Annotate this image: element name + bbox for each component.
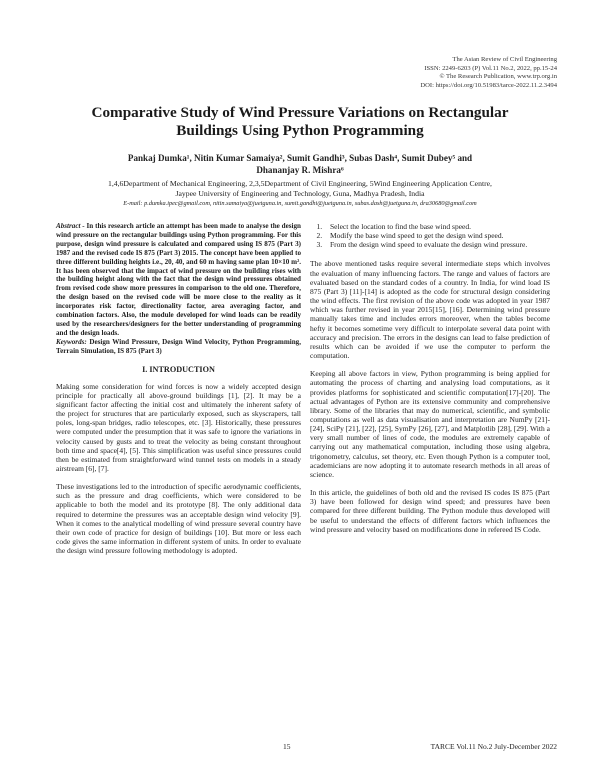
paragraph: Keeping all above factors in view, Python programming is being applied for automating the process of charting and analysing load computations, as it provides platforms for sophisticated and scientific computation[17]-[20]. The actual advantages of Python are its extensive community and comprehensive library. Some of the libraries that may do numerical, scientific, and symbolic computations as well as data visualisation and interpretation are NumPy [21]-[24], SciPy [21], [22], [25], SymPy [26], [27], and Matplotlib [28], [29]. With a very small number of lines of code, the modules are extremely capable of carrying out any mathematical computation, including those using algebra, trigonometry, calculus, set theory, etc. Even though Python is a computer tool, academicians are now adopting it to automate research methods in all areas of science. xyxy=(310,369,550,479)
author-line-2: Dhananjay R. Mishra⁶ xyxy=(256,165,344,175)
right-column xyxy=(310,222,550,543)
journal-info xyxy=(237,56,557,90)
paper-title xyxy=(60,104,540,140)
journal-issn: ISSN: 2249-6203 (P) Vol.11 No.2, 2022, pp.15-24 xyxy=(424,64,557,72)
abstract-text: In this research article an attempt has been made to analyse the design wind pressure on the rectangular buildings using Python programming. For this purpose, design wind pressure is calculated and compared using IS 875 (Part 3) 1987 and the revised code IS 875 (Part 3) 2015. The concept have been applied to three different building heights i.e., 20, 40, and 60 m having same plan 10×10 m². It has been observed that the impact of wind pressure on the building rises with the building height along with the fact that the design wind pressures obtained from revised code show more pressures in comparison to the old one. Therefore, the design based on the revised code will be more close to the reality as it incorporates risk factor, directionality factor, area averaging factor, and combination factors. Also, the module developed for wind loads can be readily used by the researchers/designers for the better understanding of programming and the design loads. xyxy=(56,222,301,337)
paragraph: The above mentioned tasks require several intermediate steps which involves the evaluation of many influencing factors. The range and values of factors are evaluated based on the standard codes of a country. In India, for wind load IS 875 (Part 3) [11]-[14] is adopted as the code for structural design considering the wind effects. The first revision of the above code was adopted in year 1987 which was further revised in year 2015[15], [16]. Determining wind pressure manually takes time and includes errors moreover, when the tables become hefty it becomes sometime very difficult to interpolate several data point with accuracy and precision. The errors in the designs can lead to false prediction of results which can be avoided if we use the computer to perform the computation. xyxy=(310,259,550,361)
journal-copyright: © The Research Publication, www.trp.org.in xyxy=(439,73,557,81)
list-item: 1. Select the location to find the base wind speed. xyxy=(324,222,550,231)
abstract-label: Abstract - xyxy=(56,222,85,230)
author-line-1: Pankaj Dumka¹, Nitin Kumar Samaiya², Sumit Gandhi³, Subas Dash⁴, Sumit Dubey⁵ and xyxy=(127,153,473,163)
journal-doi[interactable]: DOI: https://doi.org/10.51983/tarce-2022.11.2.3494 xyxy=(420,81,557,89)
methodology-steps xyxy=(310,222,550,249)
affiliations xyxy=(40,179,560,199)
author-list xyxy=(50,152,550,176)
journal-name: The Asian Review of Civil Engineering xyxy=(452,56,557,63)
abstract xyxy=(56,222,301,338)
keywords-label: Keywords: xyxy=(56,337,87,346)
affiliation-line-1: 1,4,6Department of Mechanical Engineering, 2,3,5Department of Civil Engineering, 5Wind Engineering Application Centre, xyxy=(108,179,492,188)
paragraph: In this article, the guidelines of both old and the revised IS codes IS 875 (Part 3) have been followed for design wind speed; and pressures have been compared for three different building. The Python module thus developed will be useful to understand the effects of different factors which influences the wind pressure and velocity based on modifications done in refereed IS Code. xyxy=(310,488,550,534)
left-column xyxy=(56,222,301,564)
keywords xyxy=(56,338,301,356)
section-heading-introduction: I. INTRODUCTION xyxy=(142,364,215,374)
paragraph: Making some consideration for wind forces is now a widely accepted design principle for practically all above-ground buildings [1], [2]. It may be a significant factor affecting the initial cost and ultimately the inherent safety of the project for structures that are particularly exposed, such as skyscrapers, tall poles, long-span bridges, radio telescopes, etc. [3]. Historically, these pressures were computed under the presumption that it was safe to ignore the variations in velocity caused by gusts and to treat the velocity as being constant throughout both time and space[4], [5]. This simplification was useful since pressures could then be estimated from straightforward wind tunnel tests on models in a steady airstream [6], [7]. xyxy=(56,381,301,473)
keywords-text: Design Wind Pressure, Design Wind Velocity, Python Programming, Terrain Simulation, IS 875 (Part 3) xyxy=(56,337,301,355)
paragraph: These investigations led to the introduction of specific aerodynamic coefficients, such as the pressure and drag coefficients, which were considered to be applicable to both the model and its prototype [8]. The only additional data required to determine the pressures was an acceptable design wind velocity [9]. When it comes to the analytical modelling of wind pressure several country have their own code of practice for design of buildings [10]. But more or less each code gives the same information in different system of units. In order to evaluate the design wind pressure following methodology is adopted. xyxy=(56,482,301,556)
footer-journal: TARCE Vol.11 No.2 July-December 2022 xyxy=(430,742,557,751)
paper-title-line-2: Buildings Using Python Programming xyxy=(176,122,424,139)
list-item: 3. From the design wind speed to evaluate the design wind pressure. xyxy=(324,240,550,249)
author-emails: E-mail: p.dumka.ipec@gmail.com, nitin.samaiya@juetguna.in, sumit.gandhi@juetguna.in, subas.dash@juetguna.in, dra30680@gmail.com xyxy=(123,200,477,207)
paper-title-line-1: Comparative Study of Wind Pressure Variations on Rectangular xyxy=(91,104,509,121)
list-item: 2. Modify the base wind speed to get the design wind speed. xyxy=(324,231,550,240)
page-number: 15 xyxy=(283,742,291,751)
affiliation-line-2: Jaypee University of Engineering and Technology, Guna, Madhya Pradesh, India xyxy=(175,189,425,198)
